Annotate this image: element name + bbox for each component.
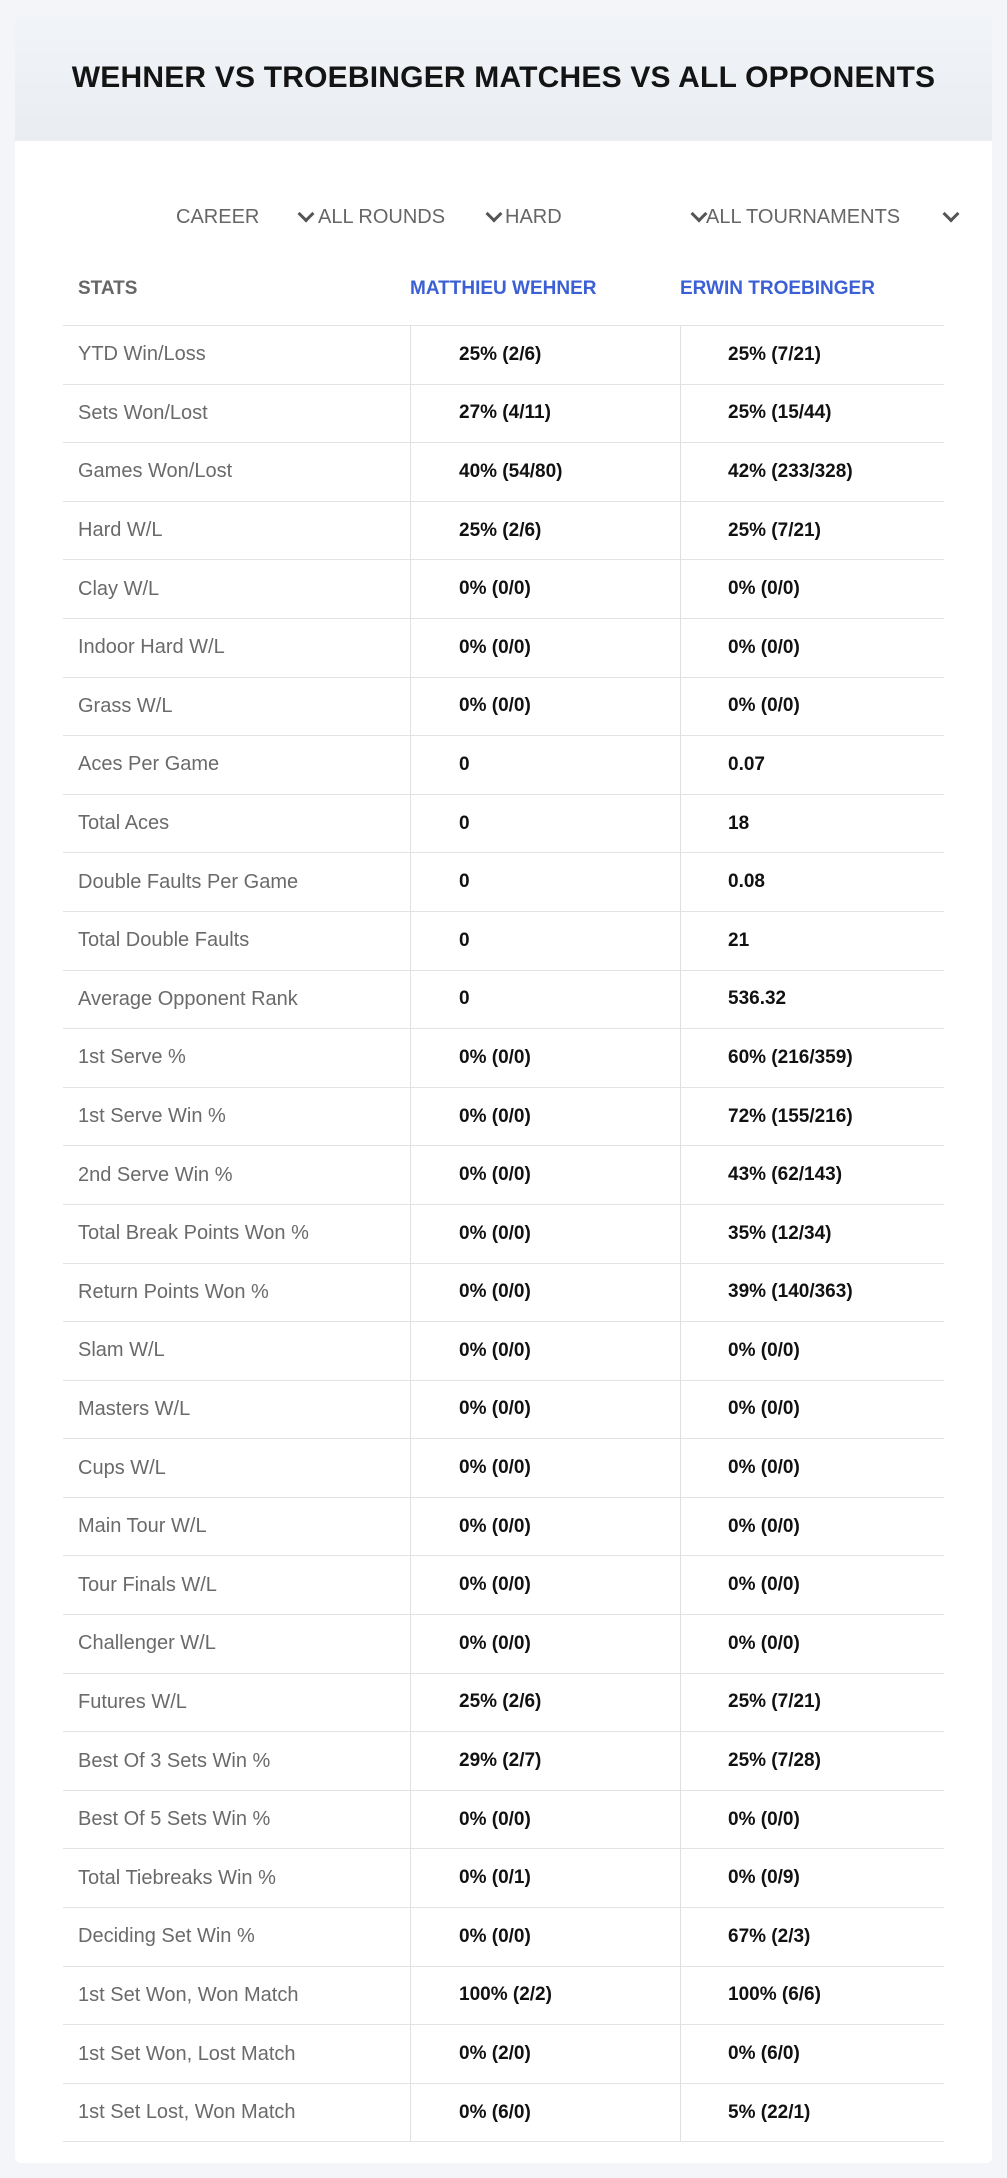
column-divider <box>680 2025 681 2084</box>
period-select-value: CAREER <box>176 205 260 228</box>
table-row <box>63 736 944 795</box>
column-divider <box>410 1381 411 1440</box>
stats-table <box>63 253 944 2142</box>
player2-stat-value: 0% (0/0) <box>728 578 800 600</box>
column-divider <box>410 678 411 737</box>
column-divider <box>410 1849 411 1908</box>
stat-label: Slam W/L <box>78 1339 165 1362</box>
player2-stat-value: 67% (2/3) <box>728 1925 811 1947</box>
stat-label: Grass W/L <box>78 694 173 717</box>
chevron-down-icon <box>298 206 315 223</box>
column-divider <box>680 326 681 385</box>
page-title: WEHNER VS TROEBINGER MATCHES VS ALL OPPONENTS <box>71 61 936 94</box>
column-divider <box>410 1791 411 1850</box>
column-divider <box>410 1674 411 1733</box>
player2-stat-value: 25% (15/44) <box>728 402 832 424</box>
player1-stat-value: 0 <box>459 753 470 775</box>
player1-link[interactable]: MATTHIEU WEHNER <box>410 278 597 299</box>
table-row <box>63 1498 944 1557</box>
column-divider <box>410 1498 411 1557</box>
stat-label: 1st Serve % <box>78 1046 186 1069</box>
player1-stat-value: 0% (0/0) <box>459 1457 531 1479</box>
stat-label: Total Tiebreaks Win % <box>78 1866 276 1889</box>
rounds-select[interactable] <box>318 187 500 247</box>
table-row <box>63 1205 944 1264</box>
player2-stat-value: 0% (0/0) <box>728 1632 800 1654</box>
column-divider <box>680 971 681 1030</box>
player2-stat-value: 35% (12/34) <box>728 1222 832 1244</box>
column-divider <box>680 1146 681 1205</box>
table-row <box>63 1674 944 1733</box>
table-row <box>63 619 944 678</box>
column-divider <box>680 736 681 795</box>
player2-stat-value: 0% (0/9) <box>728 1867 800 1889</box>
table-row <box>63 2025 944 2084</box>
period-select[interactable] <box>176 187 312 247</box>
stat-label: Aces Per Game <box>78 753 220 776</box>
player1-stat-value: 0% (0/0) <box>459 1222 531 1244</box>
stat-label: Masters W/L <box>78 1397 191 1420</box>
table-row <box>63 385 944 444</box>
player2-stat-value: 0% (0/0) <box>728 1398 800 1420</box>
column-divider <box>680 619 681 678</box>
player2-stat-value: 21 <box>728 929 750 951</box>
column-divider <box>410 1732 411 1791</box>
table-row <box>63 443 944 502</box>
player2-stat-value: 0% (0/0) <box>728 636 800 658</box>
stat-label: Double Faults Per Game <box>78 870 299 893</box>
stat-label: Clay W/L <box>78 577 160 600</box>
column-divider <box>410 443 411 502</box>
stat-label: 1st Set Won, Won Match <box>78 1983 299 2006</box>
stat-label: Sets Won/Lost <box>78 401 208 424</box>
player1-stat-value: 0% (0/0) <box>459 695 531 717</box>
column-divider <box>410 1615 411 1674</box>
column-divider <box>680 912 681 971</box>
player1-stat-value: 0% (0/0) <box>459 1281 531 1303</box>
stats-column-header: STATS <box>78 278 138 299</box>
stat-label: Cups W/L <box>78 1456 166 1479</box>
player2-stat-value: 0% (6/0) <box>728 2043 800 2065</box>
table-row <box>63 912 944 971</box>
stat-label: Games Won/Lost <box>78 460 233 483</box>
player1-stat-value: 0 <box>459 812 470 834</box>
column-divider <box>680 1498 681 1557</box>
column-divider <box>410 2084 411 2143</box>
player1-stat-value: 0% (0/0) <box>459 1925 531 1947</box>
stat-label: YTD Win/Loss <box>78 343 206 366</box>
column-divider <box>410 795 411 854</box>
table-body <box>63 326 944 2142</box>
column-divider <box>680 853 681 912</box>
player1-stat-value: 0% (0/1) <box>459 1867 531 1889</box>
player2-stat-value: 0% (0/0) <box>728 695 800 717</box>
stat-label: Average Opponent Rank <box>78 987 298 1010</box>
player1-stat-value: 29% (2/7) <box>459 1750 542 1772</box>
player1-stat-value: 25% (2/6) <box>459 343 542 365</box>
player2-link[interactable]: ERWIN TROEBINGER <box>680 278 875 299</box>
table-row <box>63 1967 944 2026</box>
player1-stat-value: 40% (54/80) <box>459 460 563 482</box>
column-divider <box>410 2025 411 2084</box>
column-divider <box>680 1439 681 1498</box>
player1-stat-value: 25% (2/6) <box>459 1691 542 1713</box>
column-divider <box>410 1146 411 1205</box>
player1-stat-value: 27% (4/11) <box>459 402 551 424</box>
table-row <box>63 1791 944 1850</box>
player2-stat-value: 72% (155/216) <box>728 1105 853 1127</box>
player1-stat-value: 25% (2/6) <box>459 519 542 541</box>
column-divider <box>410 385 411 444</box>
column-divider <box>680 1732 681 1791</box>
table-row <box>63 326 944 385</box>
table-row <box>63 560 944 619</box>
table-row <box>63 1381 944 1440</box>
column-divider <box>680 560 681 619</box>
column-divider <box>410 1967 411 2026</box>
table-row <box>63 1615 944 1674</box>
player2-stat-value: 60% (216/359) <box>728 1046 853 1068</box>
player1-stat-value: 0% (6/0) <box>459 2101 531 2123</box>
column-divider <box>410 1088 411 1147</box>
player2-stat-value: 18 <box>728 812 750 834</box>
column-divider <box>680 1908 681 1967</box>
player1-stat-value: 0% (0/0) <box>459 578 531 600</box>
table-row <box>63 1908 944 1967</box>
player1-stat-value: 0 <box>459 929 470 951</box>
column-divider <box>410 912 411 971</box>
column-divider <box>680 2084 681 2143</box>
column-divider <box>410 1556 411 1615</box>
table-row <box>63 678 944 737</box>
column-divider <box>410 1322 411 1381</box>
table-row <box>63 1029 944 1088</box>
column-divider <box>680 1674 681 1733</box>
column-divider <box>680 1791 681 1850</box>
column-divider <box>410 1029 411 1088</box>
player1-stat-value: 0% (2/0) <box>459 2043 531 2065</box>
stats-card <box>15 15 992 2163</box>
stat-label: Indoor Hard W/L <box>78 636 225 659</box>
table-row <box>63 1849 944 1908</box>
player1-stat-value: 0% (0/0) <box>459 1339 531 1361</box>
column-divider <box>680 385 681 444</box>
table-row <box>63 502 944 561</box>
player2-stat-value: 25% (7/21) <box>728 519 821 541</box>
player1-stat-value: 0 <box>459 871 470 893</box>
player2-stat-value: 43% (62/143) <box>728 1164 843 1186</box>
table-row <box>63 1556 944 1615</box>
column-divider <box>680 1264 681 1323</box>
column-divider <box>410 326 411 385</box>
stat-label: 1st Serve Win % <box>78 1105 226 1128</box>
column-divider <box>680 1849 681 1908</box>
player1-stat-value: 0 <box>459 988 470 1010</box>
column-divider <box>410 971 411 1030</box>
column-divider <box>410 736 411 795</box>
player2-stat-value: 25% (7/21) <box>728 1691 821 1713</box>
column-divider <box>680 1205 681 1264</box>
tournaments-select-value: ALL TOURNAMENTS <box>706 205 901 228</box>
player1-stat-value: 0% (0/0) <box>459 1046 531 1068</box>
rounds-select-value: ALL ROUNDS <box>318 205 446 228</box>
stat-label: Best Of 5 Sets Win % <box>78 1808 271 1831</box>
tournaments-select[interactable] <box>706 187 957 247</box>
player1-stat-value: 0% (0/0) <box>459 1808 531 1830</box>
column-divider <box>680 1088 681 1147</box>
stat-label: Return Points Won % <box>78 1280 269 1303</box>
player2-stat-value: 5% (22/1) <box>728 2101 811 2123</box>
column-divider <box>680 1381 681 1440</box>
surface-select-value: HARD <box>505 205 562 228</box>
column-divider <box>680 678 681 737</box>
player1-stat-value: 0% (0/0) <box>459 1105 531 1127</box>
player1-stat-value: 0% (0/0) <box>459 636 531 658</box>
player2-stat-value: 0% (0/0) <box>728 1515 800 1537</box>
column-divider <box>680 1556 681 1615</box>
stat-label: Total Break Points Won % <box>78 1222 309 1245</box>
table-row <box>63 795 944 854</box>
stat-label: Tour Finals W/L <box>78 1573 217 1596</box>
player1-stat-value: 0% (0/0) <box>459 1574 531 1596</box>
stat-label: Total Double Faults <box>78 929 250 952</box>
surface-select[interactable] <box>505 187 705 247</box>
stat-label: 2nd Serve Win % <box>78 1163 233 1186</box>
chevron-down-icon <box>943 206 960 223</box>
table-row <box>63 1264 944 1323</box>
table-header <box>63 253 944 326</box>
player2-stat-value: 25% (7/28) <box>728 1750 821 1772</box>
chevron-down-icon <box>486 206 503 223</box>
player2-stat-value: 0% (0/0) <box>728 1339 800 1361</box>
column-divider <box>680 1029 681 1088</box>
filter-bar <box>15 187 992 247</box>
player1-stat-value: 0% (0/0) <box>459 1632 531 1654</box>
player2-stat-value: 0.07 <box>728 753 765 775</box>
stat-label: Challenger W/L <box>78 1632 216 1655</box>
player2-stat-value: 0.08 <box>728 871 765 893</box>
table-row <box>63 2084 944 2143</box>
player2-stat-value: 42% (233/328) <box>728 460 853 482</box>
column-divider <box>680 1967 681 2026</box>
player1-stat-value: 100% (2/2) <box>459 1984 552 2006</box>
player2-stat-value: 0% (0/0) <box>728 1808 800 1830</box>
table-row <box>63 1439 944 1498</box>
column-divider <box>680 502 681 561</box>
table-row <box>63 853 944 912</box>
table-row <box>63 1146 944 1205</box>
table-row <box>63 1322 944 1381</box>
stat-label: Deciding Set Win % <box>78 1925 255 1948</box>
column-divider <box>680 1322 681 1381</box>
column-divider <box>680 795 681 854</box>
column-divider <box>410 619 411 678</box>
player2-stat-value: 25% (7/21) <box>728 343 821 365</box>
player1-stat-value: 0% (0/0) <box>459 1164 531 1186</box>
player2-stat-value: 100% (6/6) <box>728 1984 821 2006</box>
column-divider <box>410 1264 411 1323</box>
player2-stat-value: 0% (0/0) <box>728 1457 800 1479</box>
column-divider <box>410 853 411 912</box>
stat-label: Total Aces <box>78 812 170 835</box>
stat-label: Best Of 3 Sets Win % <box>78 1749 271 1772</box>
player2-stat-value: 39% (140/363) <box>728 1281 853 1303</box>
table-row <box>63 1088 944 1147</box>
chevron-down-icon <box>691 206 708 223</box>
table-row <box>63 971 944 1030</box>
card-header <box>15 15 992 141</box>
column-divider <box>680 1615 681 1674</box>
player1-stat-value: 0% (0/0) <box>459 1398 531 1420</box>
column-divider <box>410 502 411 561</box>
column-divider <box>410 1205 411 1264</box>
column-divider <box>410 560 411 619</box>
player1-stat-value: 0% (0/0) <box>459 1515 531 1537</box>
stat-label: 1st Set Won, Lost Match <box>78 2042 296 2065</box>
stat-label: Main Tour W/L <box>78 1515 207 1538</box>
stat-label: 1st Set Lost, Won Match <box>78 2101 296 2124</box>
column-divider <box>680 443 681 502</box>
column-divider <box>410 1439 411 1498</box>
player2-stat-value: 0% (0/0) <box>728 1574 800 1596</box>
table-row <box>63 1732 944 1791</box>
player2-stat-value: 536.32 <box>728 988 787 1010</box>
stat-label: Hard W/L <box>78 519 163 542</box>
stat-label: Futures W/L <box>78 1690 187 1713</box>
column-divider <box>410 1908 411 1967</box>
